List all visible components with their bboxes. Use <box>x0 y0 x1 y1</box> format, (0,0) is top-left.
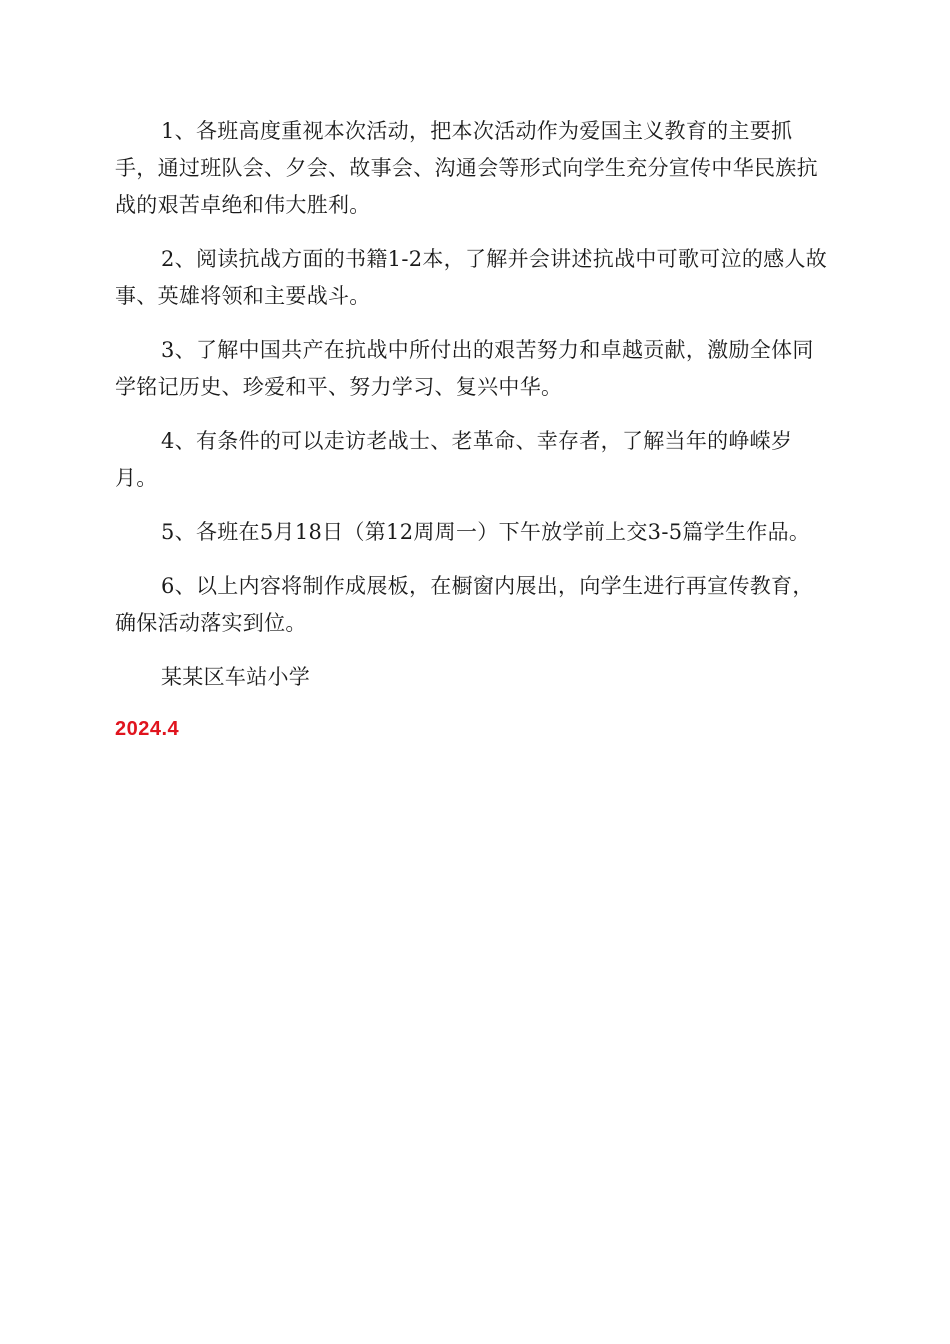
paragraph-1: 1、各班高度重视本次活动，把本次活动作为爱国主义教育的主要抓手，通过班队会、夕会、故事会、沟通会等形式向学生充分宣传中华民族抗战的艰苦卓绝和伟大胜利。 <box>115 119 818 217</box>
signature: 某某区车站小学 <box>161 665 311 689</box>
paragraph-2: 2、阅读抗战方面的书籍1-2本，了解并会讲述抗战中可歌可泣的感人故事、英雄将领和主要战斗。 <box>115 247 828 308</box>
paragraph-3: 3、了解中国共产在抗战中所付出的艰苦努力和卓越贡献，激励全体同学铭记历史、珍爱和平、努力学习、复兴中华。 <box>115 338 814 399</box>
paragraph-4: 4、有条件的可以走访老战士、老革命、幸存者，了解当年的峥嵘岁月。 <box>115 429 793 490</box>
paragraph-6: 6、以上内容将制作成展板，在橱窗内展出，向学生进行再宣传教育，确保活动落实到位。 <box>115 574 814 635</box>
paragraph-5: 5、各班在5月18日（第12周周一）下午放学前上交3-5篇学生作品。 <box>161 520 811 544</box>
document-date: 2024.4 <box>115 718 180 740</box>
document-body <box>115 113 833 744</box>
